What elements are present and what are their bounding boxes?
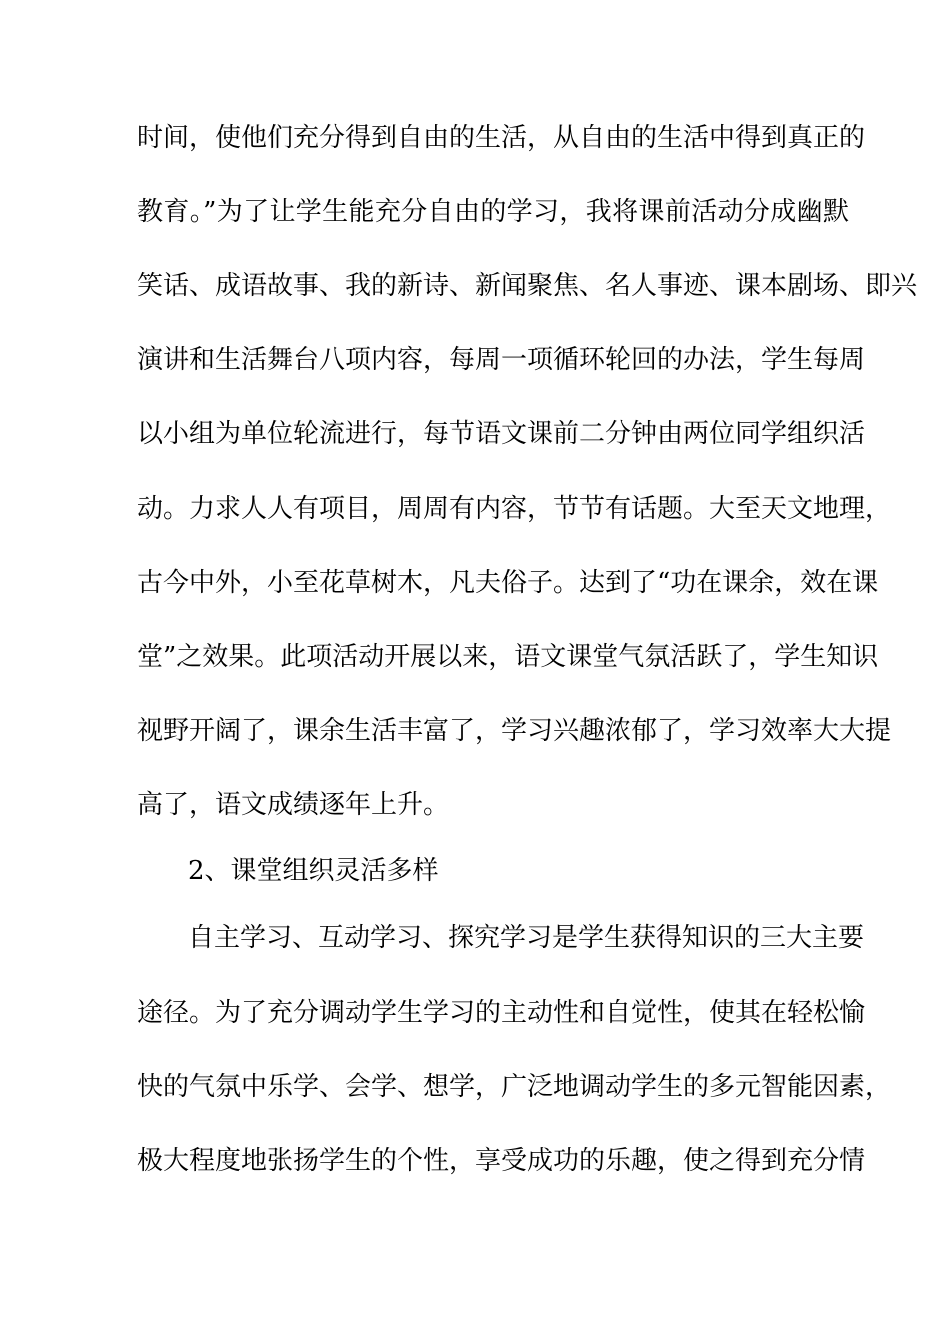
paragraph-line: 古今中外，小至花草树木，凡夫俗子。达到了“功在课余，效在课 [137,568,879,598]
paragraph-line: 视野开阔了，课余生活丰富了，学习兴趣浓郁了，学习效率大大提 [137,716,892,746]
paragraph-line: 快的气氛中乐学、会学、想学，广泛地调动学生的多元智能因素， [137,1072,892,1102]
paragraph-line: 堂”之效果。此项活动开展以来，语文课堂气氛活跃了，学生知识 [137,642,879,672]
paragraph-line: 高了，语文成绩逐年上升。 [137,790,450,820]
paragraph-line: 演讲和生活舞台八项内容，每周一项循环轮回的办法，学生每周 [137,345,866,375]
paragraph-line: 自主学习、互动学习、探究学习是学生获得知识的三大主要 [188,923,865,953]
paragraph-line: 以小组为单位轮流进行，每节语文课前二分钟由两位同学组织活 [137,419,866,449]
paragraph-line: 途径。为了充分调动学生学习的主动性和自觉性，使其在轻松愉 [137,998,866,1028]
paragraph-line: 笑话、成语故事、我的新诗、新闻聚焦、名人事迹、课本剧场、即兴 [137,271,918,301]
paragraph-line: 动。力求人人有项目，周周有内容，节节有话题。大至天文地理， [137,494,892,524]
section-heading: 2、课堂组织灵活多样 [188,856,439,886]
paragraph-line: 时间，使他们充分得到自由的生活，从自由的生活中得到真正的 [137,123,866,153]
paragraph-line: 极大程度地张扬学生的个性，享受成功的乐趣，使之得到充分情 [137,1146,866,1176]
paragraph-line: 教育。”为了让学生能充分自由的学习，我将课前活动分成幽默 [137,197,849,227]
